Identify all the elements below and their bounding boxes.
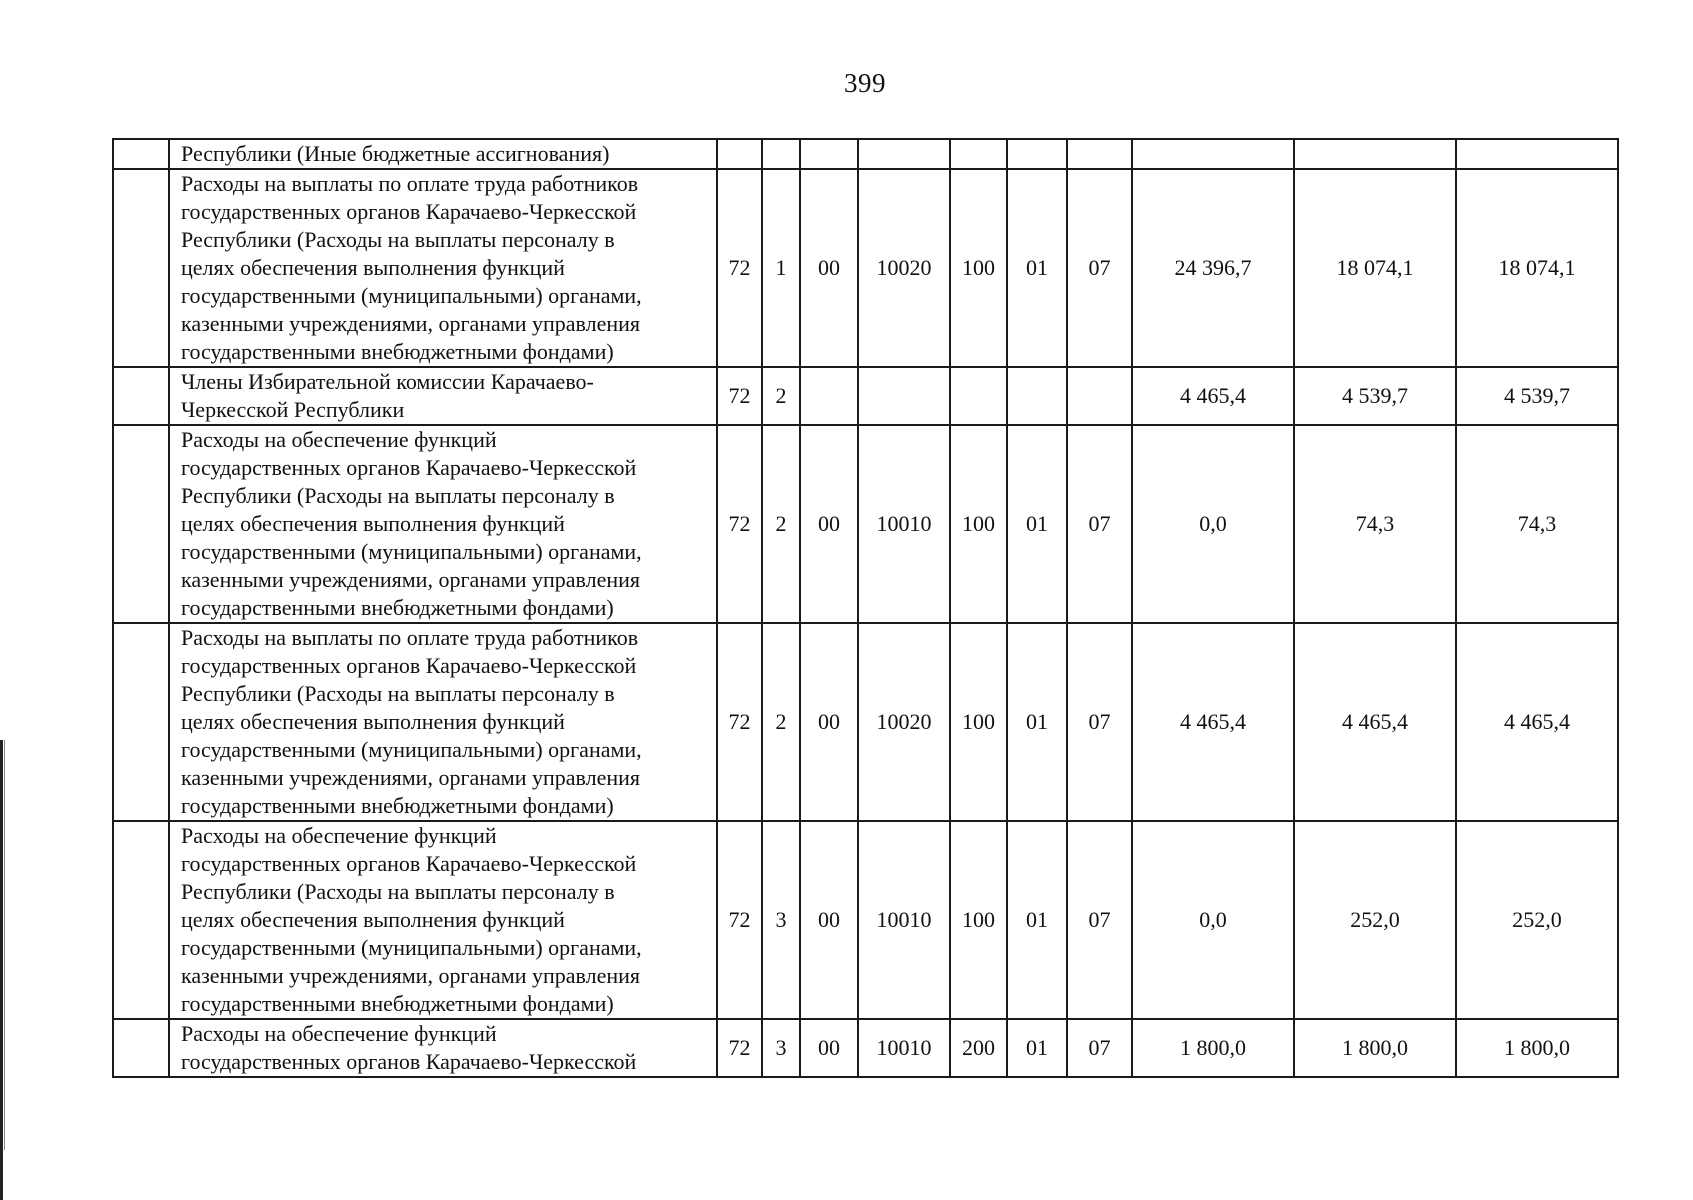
cell-subprogram: 00 [800, 1019, 858, 1077]
cell-amount-year-3: 18 074,1 [1456, 169, 1618, 367]
cell-expense-type: 200 [950, 1019, 1007, 1077]
description-line: Республики (Расходы на выплаты персоналу в [181, 681, 615, 706]
cell-code: 72 [717, 623, 762, 821]
table-body [113, 139, 1618, 1077]
description-line: государственных органов Карачаево-Черкесской [181, 199, 637, 224]
cell-code: 72 [717, 169, 762, 367]
description-line: государственными (муниципальными) органами, [181, 283, 642, 308]
cell-row-number [113, 367, 169, 425]
cell-description [169, 139, 717, 169]
cell-chapter [1007, 139, 1067, 169]
cell-chapter: 01 [1007, 1019, 1067, 1077]
description-line: целях обеспечения выполнения функций [181, 709, 565, 734]
table-row [113, 139, 1618, 169]
cell-description [169, 367, 717, 425]
table-row [113, 1019, 1618, 1077]
cell-chapter: 01 [1007, 425, 1067, 623]
scan-edge-mark-thin [4, 740, 5, 1150]
cell-expense-type: 100 [950, 821, 1007, 1019]
cell-target-article [858, 139, 950, 169]
cell-subchapter [1067, 139, 1132, 169]
cell-amount-year-3 [1456, 139, 1618, 169]
table-row [113, 367, 1618, 425]
cell-subchapter: 07 [1067, 623, 1132, 821]
description-line: государственными (муниципальными) органами, [181, 935, 642, 960]
cell-amount-year-3: 74,3 [1456, 425, 1618, 623]
table-row [113, 623, 1618, 821]
cell-row-number [113, 1019, 169, 1077]
description-line: Расходы на обеспечение функций [181, 427, 497, 452]
cell-target-article: 10010 [858, 425, 950, 623]
cell-target-article: 10010 [858, 821, 950, 1019]
budget-table [112, 138, 1619, 1078]
cell-description [169, 623, 717, 821]
cell-amount-year-1: 0,0 [1132, 425, 1294, 623]
cell-subprogram: 00 [800, 169, 858, 367]
cell-amount-year-2: 18 074,1 [1294, 169, 1456, 367]
cell-amount-year-2: 252,0 [1294, 821, 1456, 1019]
description-line: Расходы на выплаты по оплате труда работников [181, 625, 639, 650]
cell-subprogram: 00 [800, 821, 858, 1019]
description-line: Члены Избирательной комиссии Карачаево- [181, 369, 594, 394]
cell-subprogram [800, 367, 858, 425]
description-line: государственных органов Карачаево-Черкесской [181, 455, 637, 480]
table-row [113, 169, 1618, 367]
cell-target-article: 10020 [858, 623, 950, 821]
cell-section: 2 [762, 425, 800, 623]
scan-edge-mark [0, 740, 3, 1200]
description-line: государственных органов Карачаево-Черкесской [181, 1049, 637, 1074]
cell-amount-year-1: 4 465,4 [1132, 623, 1294, 821]
cell-section: 2 [762, 623, 800, 821]
description-line: государственных органов Карачаево-Черкесской [181, 653, 637, 678]
cell-section [762, 139, 800, 169]
cell-row-number [113, 821, 169, 1019]
cell-amount-year-1: 4 465,4 [1132, 367, 1294, 425]
description-line: казенными учреждениями, органами управления [181, 963, 641, 988]
cell-target-article: 10020 [858, 169, 950, 367]
cell-code [717, 139, 762, 169]
cell-amount-year-2: 1 800,0 [1294, 1019, 1456, 1077]
cell-subprogram: 00 [800, 623, 858, 821]
cell-subchapter: 07 [1067, 425, 1132, 623]
page-number: 399 [844, 68, 886, 98]
cell-code: 72 [717, 821, 762, 1019]
cell-amount-year-2: 4 465,4 [1294, 623, 1456, 821]
cell-amount-year-3: 1 800,0 [1456, 1019, 1618, 1077]
description-line: Расходы на выплаты по оплате труда работников [181, 171, 639, 196]
cell-amount-year-2: 74,3 [1294, 425, 1456, 623]
cell-amount-year-2: 4 539,7 [1294, 367, 1456, 425]
cell-expense-type: 100 [950, 623, 1007, 821]
cell-code: 72 [717, 425, 762, 623]
description-line: целях обеспечения выполнения функций [181, 511, 565, 536]
cell-description [169, 425, 717, 623]
description-line: Черкесской Республики [181, 397, 405, 422]
description-line: Расходы на обеспечение функций [181, 1021, 497, 1046]
description-line: государственными (муниципальными) органами, [181, 539, 642, 564]
description-line: Расходы на обеспечение функций [181, 823, 497, 848]
cell-description [169, 169, 717, 367]
cell-code: 72 [717, 1019, 762, 1077]
cell-description [169, 821, 717, 1019]
description-line: Республики (Иные бюджетные ассигнования) [181, 141, 610, 166]
cell-subchapter [1067, 367, 1132, 425]
table-row [113, 425, 1618, 623]
cell-target-article [858, 367, 950, 425]
description-line: казенными учреждениями, органами управления [181, 567, 641, 592]
cell-section: 3 [762, 1019, 800, 1077]
cell-description [169, 1019, 717, 1077]
description-line: государственными внебюджетными фондами) [181, 339, 614, 364]
cell-subchapter: 07 [1067, 1019, 1132, 1077]
cell-row-number [113, 425, 169, 623]
cell-chapter: 01 [1007, 821, 1067, 1019]
cell-amount-year-3: 4 539,7 [1456, 367, 1618, 425]
cell-amount-year-1: 1 800,0 [1132, 1019, 1294, 1077]
cell-expense-type [950, 139, 1007, 169]
description-line: государственных органов Карачаево-Черкесской [181, 851, 637, 876]
cell-chapter: 01 [1007, 169, 1067, 367]
cell-amount-year-3: 4 465,4 [1456, 623, 1618, 821]
cell-row-number [113, 139, 169, 169]
cell-subprogram: 00 [800, 425, 858, 623]
table-row [113, 821, 1618, 1019]
description-line: государственными внебюджетными фондами) [181, 793, 614, 818]
description-line: целях обеспечения выполнения функций [181, 255, 565, 280]
cell-chapter [1007, 367, 1067, 425]
cell-amount-year-1: 24 396,7 [1132, 169, 1294, 367]
description-line: Республики (Расходы на выплаты персоналу в [181, 483, 615, 508]
description-line: государственными (муниципальными) органами, [181, 737, 642, 762]
cell-subchapter: 07 [1067, 821, 1132, 1019]
cell-code: 72 [717, 367, 762, 425]
cell-subprogram [800, 139, 858, 169]
cell-amount-year-1: 0,0 [1132, 821, 1294, 1019]
cell-subchapter: 07 [1067, 169, 1132, 367]
cell-amount-year-3: 252,0 [1456, 821, 1618, 1019]
cell-expense-type [950, 367, 1007, 425]
cell-section: 3 [762, 821, 800, 1019]
cell-chapter: 01 [1007, 623, 1067, 821]
cell-section: 2 [762, 367, 800, 425]
description-line: государственными внебюджетными фондами) [181, 595, 614, 620]
description-line: целях обеспечения выполнения функций [181, 907, 565, 932]
description-line: Республики (Расходы на выплаты персоналу в [181, 879, 615, 904]
cell-row-number [113, 623, 169, 821]
description-line: Республики (Расходы на выплаты персоналу в [181, 227, 615, 252]
cell-target-article: 10010 [858, 1019, 950, 1077]
cell-expense-type: 100 [950, 425, 1007, 623]
cell-section: 1 [762, 169, 800, 367]
cell-expense-type: 100 [950, 169, 1007, 367]
cell-amount-year-1 [1132, 139, 1294, 169]
description-line: казенными учреждениями, органами управления [181, 311, 641, 336]
description-line: государственными внебюджетными фондами) [181, 991, 614, 1016]
cell-row-number [113, 169, 169, 367]
description-line: казенными учреждениями, органами управления [181, 765, 641, 790]
cell-amount-year-2 [1294, 139, 1456, 169]
